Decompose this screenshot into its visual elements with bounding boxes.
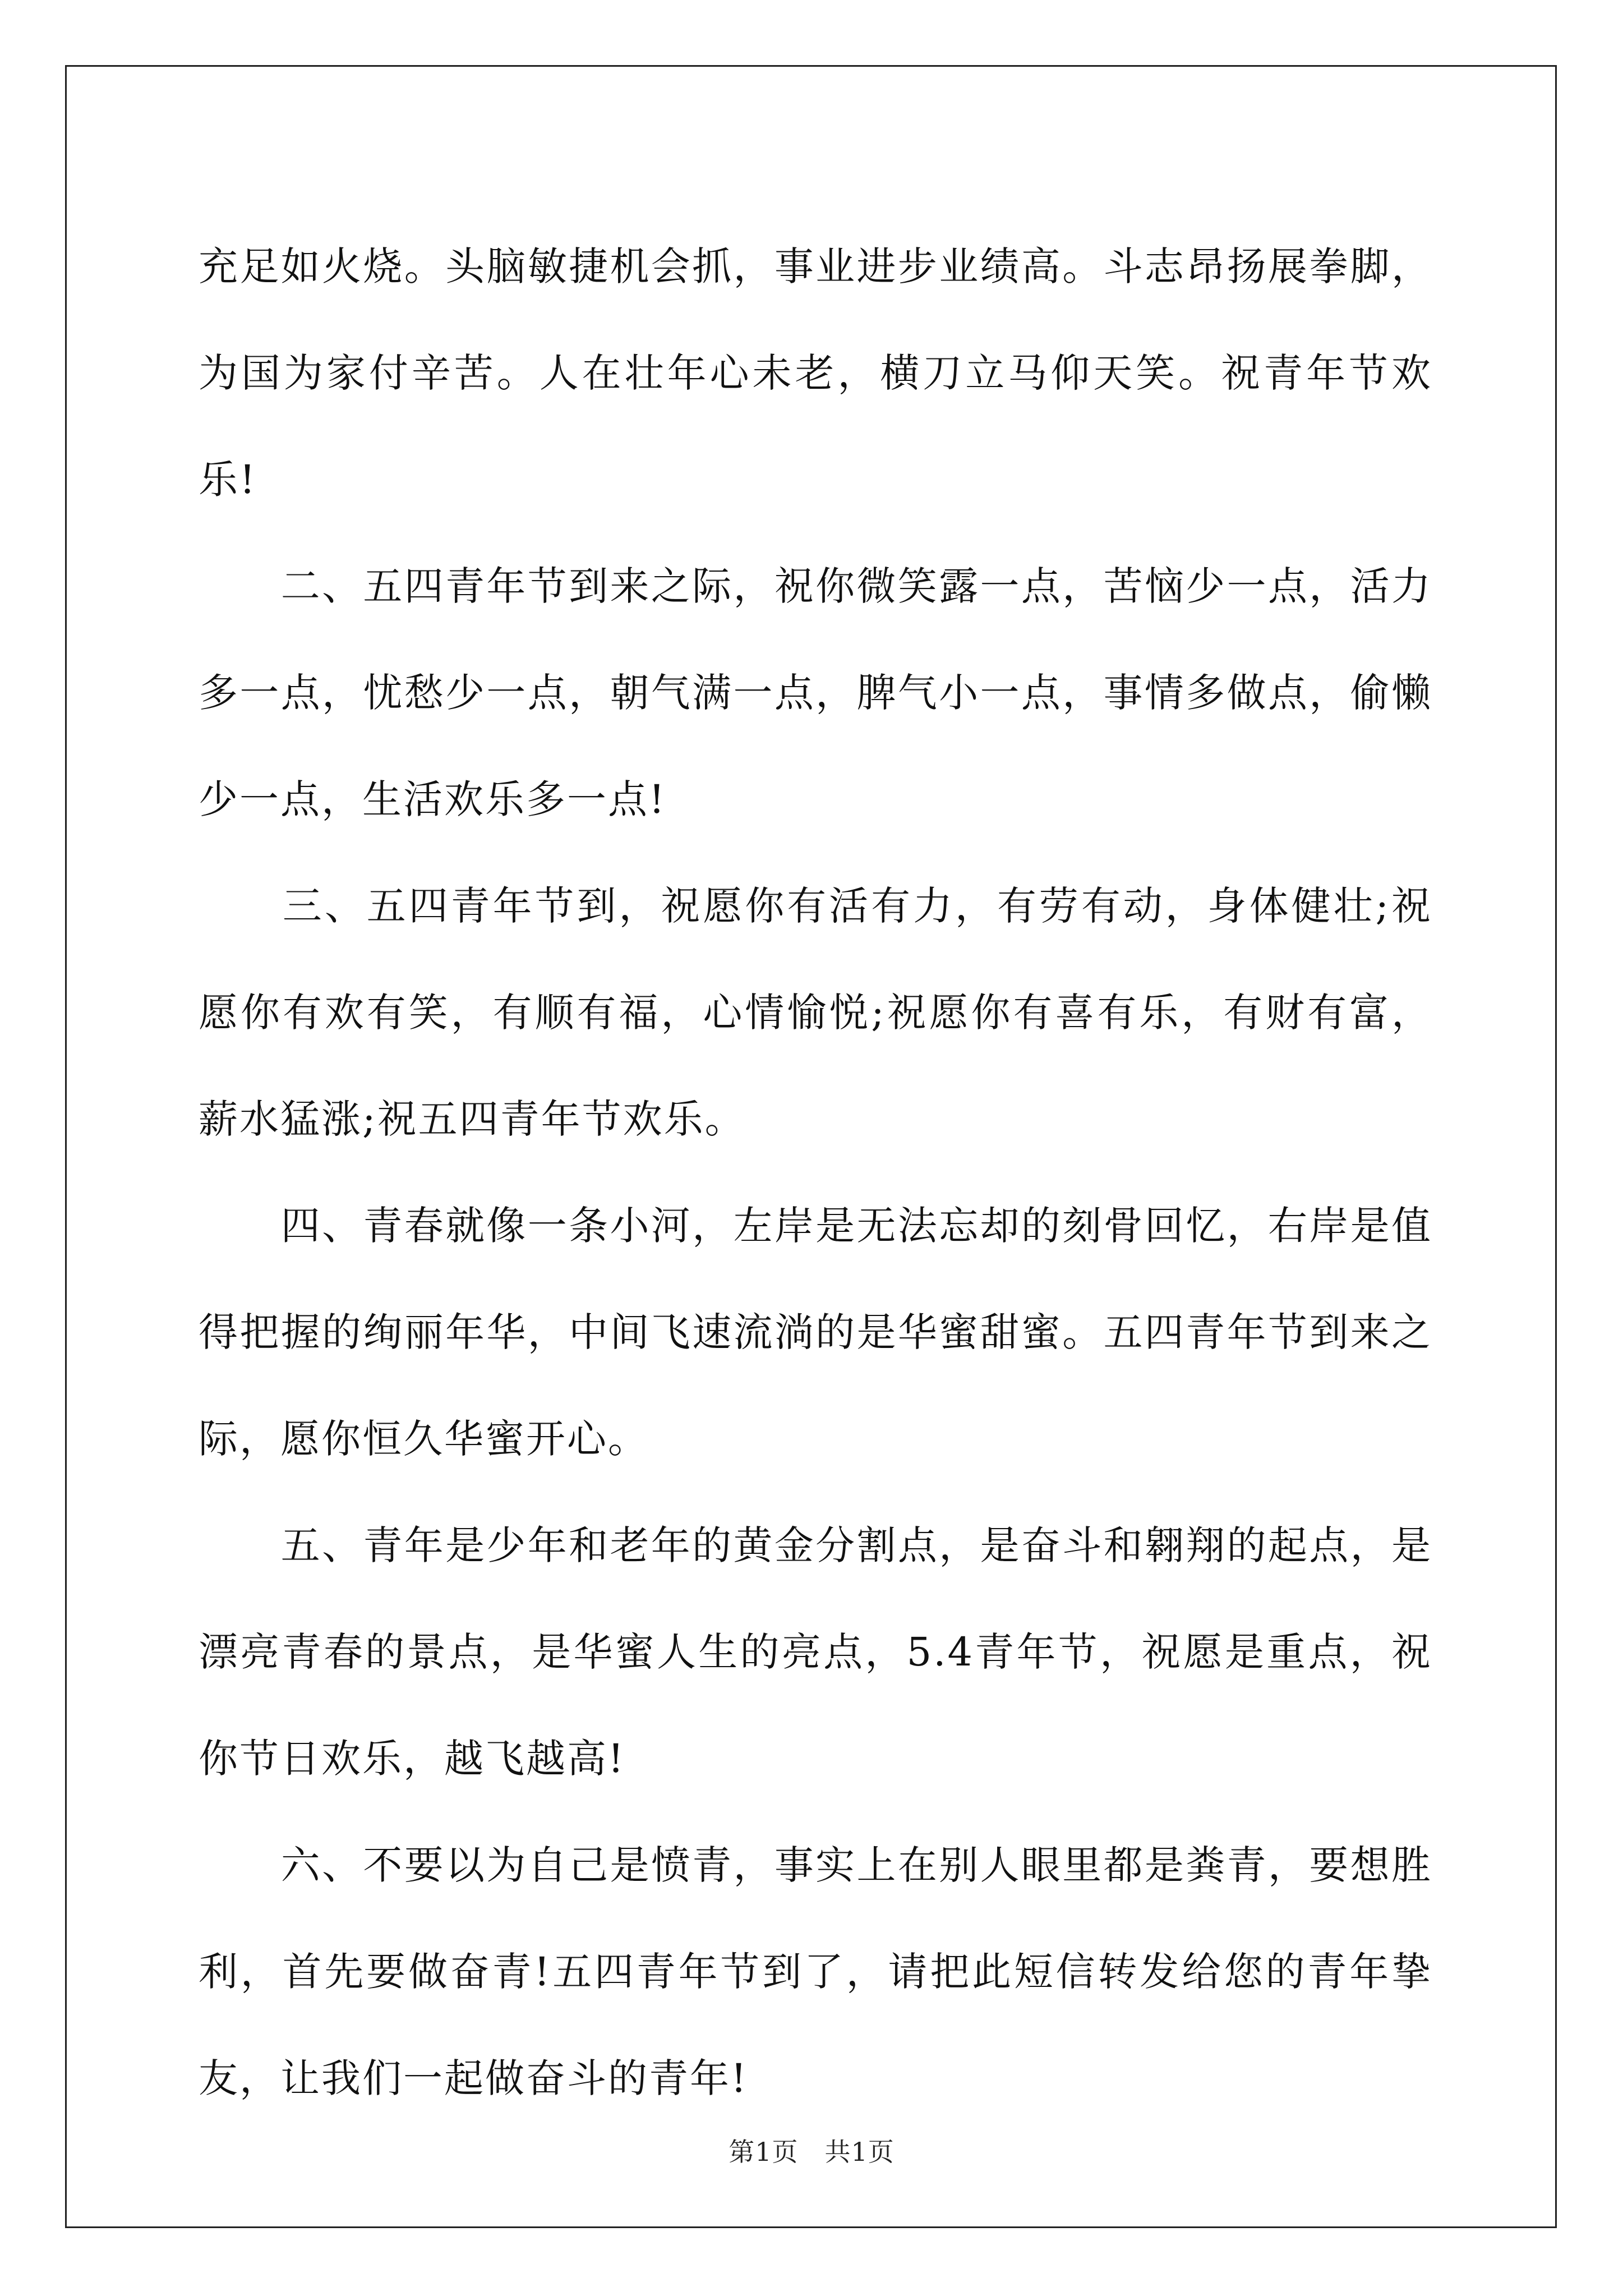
paragraph-4: 四、青春就像一条小河，左岸是无法忘却的刻骨回忆，右岸是值得把握的绚丽年华，中间飞速流淌的是华蜜甜蜜。五四青年节到来之际，愿你恒久华蜜开心。 <box>199 1203 1432 1462</box>
paragraph-5: 五、青年是少年和老年的黄金分割点，是奋斗和翱翔的起点，是漂亮青春的景点，是华蜜人生的亮点，5.4青年节，祝愿是重点，祝你节日欢乐，越飞越高! <box>199 1522 1432 1782</box>
paragraph-3: 三、五四青年节到，祝愿你有活有力，有劳有动，身体健壮;祝愿你有欢有笑，有顺有福，心情愉悦;祝愿你有喜有乐，有财有富，薪水猛涨;祝五四青年节欢乐。 <box>199 883 1432 1142</box>
page-footer: 第1页 共1页 <box>728 2137 895 2167</box>
paragraph-1: 充足如火烧。头脑敏捷机会抓，事业进步业绩高。斗志昂扬展拳脚，为国为家付辛苦。人在壮年心未老，横刀立马仰天笑。祝青年节欢乐! <box>199 243 1432 503</box>
document-body <box>199 213 1432 2132</box>
paragraph-2: 二、五四青年节到来之际，祝你微笑露一点，苦恼少一点，活力多一点，忧愁少一点，朝气满一点，脾气小一点，事情多做点，偷懒少一点，生活欢乐多一点! <box>199 563 1432 822</box>
paragraph-6: 六、不要以为自己是愤青，事实上在别人眼里都是粪青，要想胜利，首先要做奋青!五四青年节到了，请把此短信转发给您的青年挚友，让我们一起做奋斗的青年! <box>199 1842 1432 2101</box>
